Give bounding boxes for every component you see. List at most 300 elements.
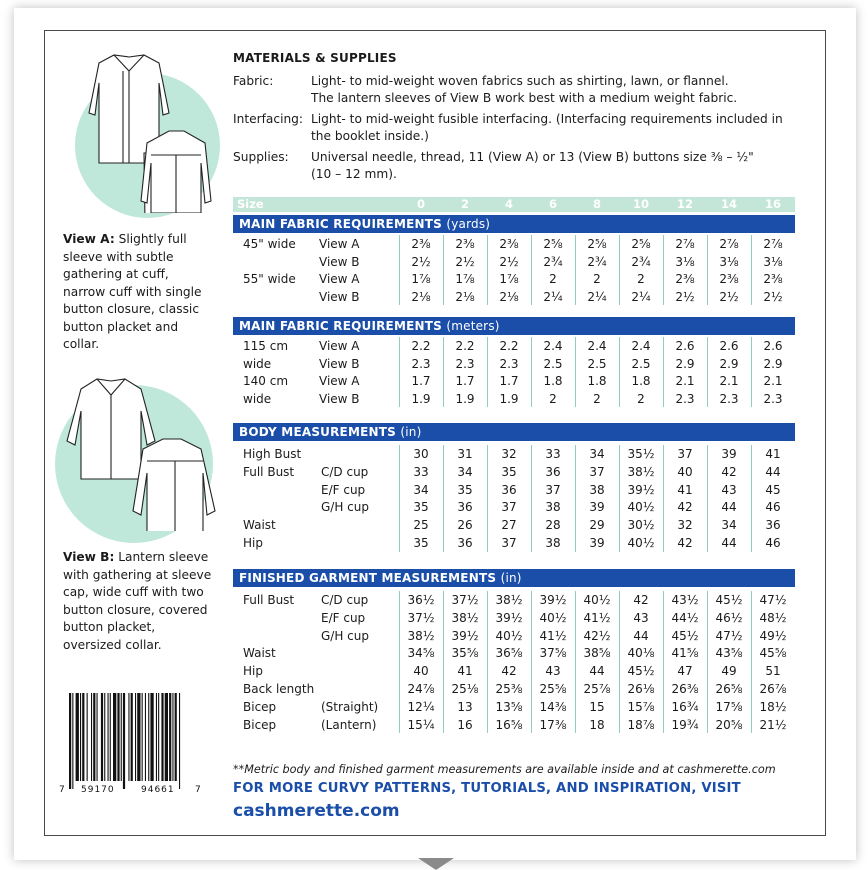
table-cell: 2.3 [499,356,519,371]
supplies-line-2: (10 – 12 mm). [311,166,397,181]
table-cell: 2.1 [675,374,695,388]
barcode-bar [161,693,163,781]
table-cell: 1⅞ [411,272,431,286]
table-cell: 33 [545,447,561,461]
view-a-text: Slightly full sleeve with subtle gathering at cuff, narrow cuff with single button closure, classic button placket and collar. [63,232,202,351]
table-row [233,270,795,288]
table-cell: 2⅜ [499,237,519,251]
table-cell: 2.1 [763,374,783,388]
barcode-bar [131,693,133,781]
table-cell: 21½ [759,717,787,732]
row-sublabel: (Lantern) [321,717,377,732]
table-cell: 2⅛ [411,289,431,304]
table-cell: 44½ [671,610,699,625]
row-label: Back length [243,682,315,696]
table-cell: 2⅜ [455,237,475,251]
section-body-measurements [233,423,795,441]
barcode-bar [179,693,180,789]
cta-text: FOR MORE CURVY PATTERNS, TUTORIALS, AND INSPIRATION, VISIT [233,781,741,796]
table-cell: 13⅝ [495,699,523,714]
metric-footnote: **Metric body and finished garment measurements are available inside and at cashmerette.com [233,763,776,776]
table-cell: 38 [545,500,561,515]
table-cell: 2.5 [631,356,651,371]
barcode-bar [93,693,95,781]
view-b-text: Lantern sleeve with gathering at sleeve cap, wide cuff with two button closure, covered button placket, oversized collar. [63,550,212,652]
barcode-digit-last: 7 [195,785,201,795]
table-cell: 2 [637,272,645,286]
table-row [233,680,795,698]
table-cell: 40½ [539,610,567,625]
table-cell: 2.6 [675,339,695,353]
table-cell: 42 [721,464,737,479]
table-cell: 36 [545,464,561,479]
table-cell: 39½ [539,593,567,607]
column-divider [619,445,620,552]
table-cell: 29 [589,518,605,533]
barcode-bar [150,693,153,781]
table-cell: 30½ [627,518,655,533]
table-cell: 2⅛ [499,289,519,304]
table-cell: 44 [589,664,605,679]
column-divider [487,591,488,733]
column-divider [443,591,444,733]
table-cell: 2.5 [543,356,563,371]
table-cell: 41 [765,447,781,461]
table-cell: 2 [549,391,557,406]
table-cell: 39 [589,536,605,550]
column-divider [399,445,400,552]
table-cell: 40½ [627,500,655,515]
table-cell: 42 [677,500,693,515]
column-divider [443,337,444,407]
table-cell: 20⅝ [715,717,743,732]
table-cell: 1⅞ [499,272,519,286]
table-cell: 3⅛ [675,254,695,269]
table-cell: 40½ [583,593,611,607]
column-divider [575,445,576,552]
table-cell: 15⅞ [627,699,655,714]
table-cell: 51 [765,664,781,679]
barcode-bar [156,693,157,781]
row-sublabel: C/D cup [321,464,369,479]
table-cell: 18⅞ [627,717,655,732]
scroll-down-arrow-icon[interactable] [418,858,454,870]
barcode-bar [80,693,81,781]
column-divider [707,591,708,733]
table-cell: 1.8 [631,374,651,388]
barcode-bar [113,693,116,781]
barcode-digit-first: 7 [59,785,65,795]
table-cell: 34 [457,464,473,479]
table-cell: 30 [413,447,429,461]
interfacing-line-1: Light- to mid-weight fusible interfacing. (Interfacing requirements included in [311,112,783,126]
table-row [233,534,795,552]
table-cell: 41½ [583,610,611,625]
supplies-line-1: Universal needle, thread, 11 (View A) or 13 (View B) buttons size ⅜ – ½" [311,150,754,164]
table-cell: 2½ [719,289,739,304]
barcode-bar [169,693,171,781]
table-cell: 36½ [407,593,435,607]
column-divider [443,235,444,305]
column-divider [575,235,576,305]
section-unit: (in) [500,571,522,585]
table-cell: 13 [457,699,473,714]
column-divider [487,445,488,552]
table-row [233,644,795,662]
table-cell: 2½ [411,254,431,269]
table-cell: 2⅝ [543,237,563,251]
row-sublabel: View B [319,356,360,371]
table-cell: 15 [589,699,605,714]
table-cell: 2 [593,272,601,286]
row-sublabel: View A [319,374,360,388]
column-divider [575,591,576,733]
table-row [233,337,795,355]
barcode-bar [87,693,88,781]
table-cell: 25⅛ [451,682,479,696]
column-divider [707,235,708,305]
row-label: Bicep [243,699,277,714]
column-divider [707,337,708,407]
view-a-illustration [59,43,219,213]
row-label: Bicep [243,717,277,732]
section-title: BODY MEASUREMENTS [239,425,396,439]
table-cell: 36 [457,536,473,550]
table-cell: 18 [589,717,605,732]
table-cell: 37 [545,482,561,497]
barcode-bar [72,693,73,789]
table-cell: 40⅛ [627,646,655,661]
table-row [233,662,795,680]
barcode-bar [175,693,177,781]
table-cell: 48½ [759,610,787,625]
table-cell: 2¼ [587,289,607,304]
size-header-cell: 14 [720,197,737,211]
table-cell: 43 [721,482,737,497]
table-cell: 37 [589,464,605,479]
table-cell: 35 [501,464,517,479]
barcode-bar [97,693,98,781]
table-cell: 34 [589,447,605,461]
column-divider [663,235,664,305]
table-cell: 2 [637,391,645,406]
table-cell: 2⅝ [631,237,651,251]
view-b-description [63,549,213,654]
table-cell: 47½ [759,593,787,607]
column-divider [751,337,752,407]
row-label: High Bust [243,447,302,461]
table-cell: 44 [765,464,781,479]
table-row [233,390,795,408]
barcode-bar [108,693,109,781]
table-row [233,481,795,499]
table-cell: 45½ [671,628,699,643]
row-sublabel: C/D cup [321,593,369,607]
table-cell: 25⅝ [539,682,567,696]
table-row [233,445,795,463]
table-cell: 14⅜ [539,699,567,714]
size-header-cell: 10 [632,197,649,211]
barcode-bar [101,693,103,781]
row-sublabel: View B [319,391,360,406]
table-cell: 37½ [407,610,435,625]
table-cell: 2.1 [719,374,739,388]
row-sublabel: E/F cup [321,482,366,497]
table-cell: 39½ [495,610,523,625]
table-cell: 2.9 [763,356,783,371]
size-header-cell: 2 [460,197,469,211]
table-cell: 36 [501,482,517,497]
table-cell: 41⅝ [671,646,699,661]
table-cell: 2.6 [763,339,783,353]
table-row [233,627,795,645]
table-cell: 2⅞ [719,237,739,251]
column-divider [663,445,664,552]
row-label: Hip [243,536,263,550]
supplies-label: Supplies: [233,150,289,164]
table-cell: 2.3 [763,391,783,406]
table-cell: 47½ [715,628,743,643]
table-cell: 2½ [763,289,783,304]
table-cell: 43 [633,610,649,625]
table-cell: 46 [765,536,781,550]
row-sublabel: G/H cup [321,500,369,515]
row-label: 140 cm [243,374,289,388]
table-row [233,609,795,627]
table-row [233,516,795,534]
table-cell: 44 [633,628,649,643]
section-main-fabric-meters [233,317,795,335]
table-row [233,698,795,716]
table-cell: 25⅜ [495,682,523,696]
table-cell: 42 [501,664,517,679]
table-cell: 2¾ [543,254,563,269]
table-cell: 46½ [715,610,743,625]
table-cell: 45 [765,482,781,497]
table-cell: 2¼ [543,289,563,304]
table-cell: 2½ [499,254,519,269]
column-divider [663,591,664,733]
table-cell: 38 [545,536,561,550]
barcode-bar [145,693,146,781]
table-cell: 40 [677,464,693,479]
table-cell: 35⅝ [451,646,479,661]
table-cell: 1.9 [499,391,519,406]
table-cell: 2⅜ [763,272,783,286]
size-header-cell: 16 [764,197,781,211]
barcode-bar [165,693,168,781]
table-cell: 49 [721,664,737,679]
barcode-bar [110,693,111,781]
table-cell: 26⅛ [627,682,655,696]
website-link[interactable]: cashmerette.com [233,801,400,821]
table-cell: 2.4 [587,339,607,353]
column-divider [575,337,576,407]
table-cell: 2.2 [411,339,431,353]
view-a-title: View A: [63,232,115,246]
size-header-row [233,197,795,212]
row-label: wide [243,356,272,371]
view-b-title: View B: [63,550,115,564]
barcode-bar [69,693,71,789]
section-title: MAIN FABRIC REQUIREMENTS [239,319,442,333]
table-cell: 38½ [451,610,479,625]
table-cell: 34 [721,518,737,533]
table-row [233,372,795,390]
table-cell: 32 [677,518,693,533]
table-cell: 44 [721,500,737,515]
table-cell: 35 [413,536,429,550]
column-divider [663,337,664,407]
size-header-cell: 12 [676,197,693,211]
size-header-label: Size [237,197,264,211]
table-row [233,355,795,373]
row-label: 45" wide [243,237,296,251]
table-cell: 19¾ [671,717,699,732]
table-row [233,591,795,609]
table-cell: 40 [413,664,429,679]
table-row [233,463,795,481]
table-cell: 2½ [675,289,695,304]
view-b-illustration [59,361,219,531]
interfacing-label: Interfacing: [233,112,304,126]
table-cell: 2.3 [675,391,695,406]
barcode-bar [91,693,92,781]
table-cell: 16¾ [671,699,699,714]
fabric-line-2: The lantern sleeves of View B work best with a medium weight fabric. [311,90,738,105]
column-divider [531,445,532,552]
column-divider [751,591,752,733]
column-divider [619,235,620,305]
size-header-cell: 0 [416,197,425,211]
table-cell: 31 [457,447,473,461]
row-sublabel: View B [319,254,360,269]
table-cell: 37⅝ [539,646,567,661]
row-sublabel: View A [319,272,360,286]
row-label: 115 cm [243,339,289,353]
row-label: Waist [243,646,276,661]
table-cell: 25 [413,518,429,533]
table-cell: 2⅛ [455,289,475,304]
table-cell: 35 [413,500,429,515]
table-cell: 2½ [455,254,475,269]
table-cell: 36⅝ [495,646,523,661]
table-cell: 3⅛ [719,254,739,269]
table-cell: 41 [677,482,693,497]
table-cell: 2.9 [719,356,739,371]
table-cell: 2.3 [455,356,475,371]
shirt-lantern-icon [59,361,219,531]
table-cell: 2¾ [631,254,651,269]
table-cell: 2.2 [455,339,475,353]
barcode-bar [82,693,84,781]
table-cell: 15¼ [407,717,435,732]
table-cell: 47 [677,664,693,679]
table-cell: 34 [413,482,429,497]
row-label: Full Bust [243,464,295,479]
column-divider [487,337,488,407]
barcode-image [67,693,207,795]
table-cell: 2.3 [719,391,739,406]
table-row [233,716,795,734]
fabric-label: Fabric: [233,74,274,88]
table-cell: 2 [593,391,601,406]
table-cell: 37 [501,536,517,550]
barcode-bar [104,693,105,781]
row-label: Waist [243,518,276,533]
row-label: wide [243,391,272,406]
column-divider [531,591,532,733]
barcode-bar [172,693,173,781]
table-cell: 38⅝ [583,646,611,661]
shirt-front-icon [59,43,219,213]
view-a-description [63,231,213,354]
row-sublabel: View A [319,339,360,353]
table-cell: 39 [721,447,737,461]
table-cell: 2⅜ [675,272,695,286]
table-cell: 38 [589,482,605,497]
barcode-right-group: 94661 [141,785,175,795]
table-row [233,253,795,271]
column-divider [619,591,620,733]
table-cell: 35½ [627,447,655,461]
table-cell: 2⅜ [719,272,739,286]
table-cell: 26⅝ [715,682,743,696]
pattern-back-cover [44,30,826,836]
table-cell: 18½ [759,699,787,714]
table-cell: 33 [413,464,429,479]
column-divider [399,235,400,305]
column-divider [707,445,708,552]
fabric-line-1: Light- to mid-weight woven fabrics such as shirting, lawn, or flannel. [311,74,729,88]
table-cell: 1.8 [543,374,563,388]
table-cell: 2⅝ [587,237,607,251]
table-cell: 1.7 [411,374,431,388]
table-cell: 43⅝ [715,646,743,661]
table-cell: 44 [721,536,737,550]
table-cell: 2.2 [499,339,519,353]
table-cell: 40½ [627,536,655,550]
barcode-bar [137,693,140,781]
table-cell: 41½ [539,628,567,643]
barcode-bar [76,693,79,781]
column-divider [399,591,400,733]
column-divider [619,337,620,407]
table-cell: 17⅜ [539,717,567,732]
table-cell: 45⅝ [759,646,787,661]
table-cell: 38½ [495,593,523,607]
table-cell: 45½ [627,664,655,679]
section-main-fabric-yards [233,215,795,233]
column-divider [751,445,752,552]
table-cell: 2⅞ [675,237,695,251]
table-cell: 37 [677,447,693,461]
table-cell: 16⅝ [495,717,523,732]
section-title: MAIN FABRIC REQUIREMENTS [239,217,442,231]
row-sublabel: View B [319,289,360,304]
table-cell: 34⅝ [407,646,435,661]
table-cell: 26⅜ [671,682,699,696]
size-header-cell: 8 [592,197,601,211]
table-cell: 41 [457,664,473,679]
table-cell: 45½ [715,593,743,607]
table-cell: 28 [545,518,561,533]
table-row [233,288,795,306]
size-header-cell: 6 [548,197,557,211]
table-cell: 40½ [495,628,523,643]
barcode-bar [158,693,159,781]
row-sublabel: (Straight) [321,699,379,714]
